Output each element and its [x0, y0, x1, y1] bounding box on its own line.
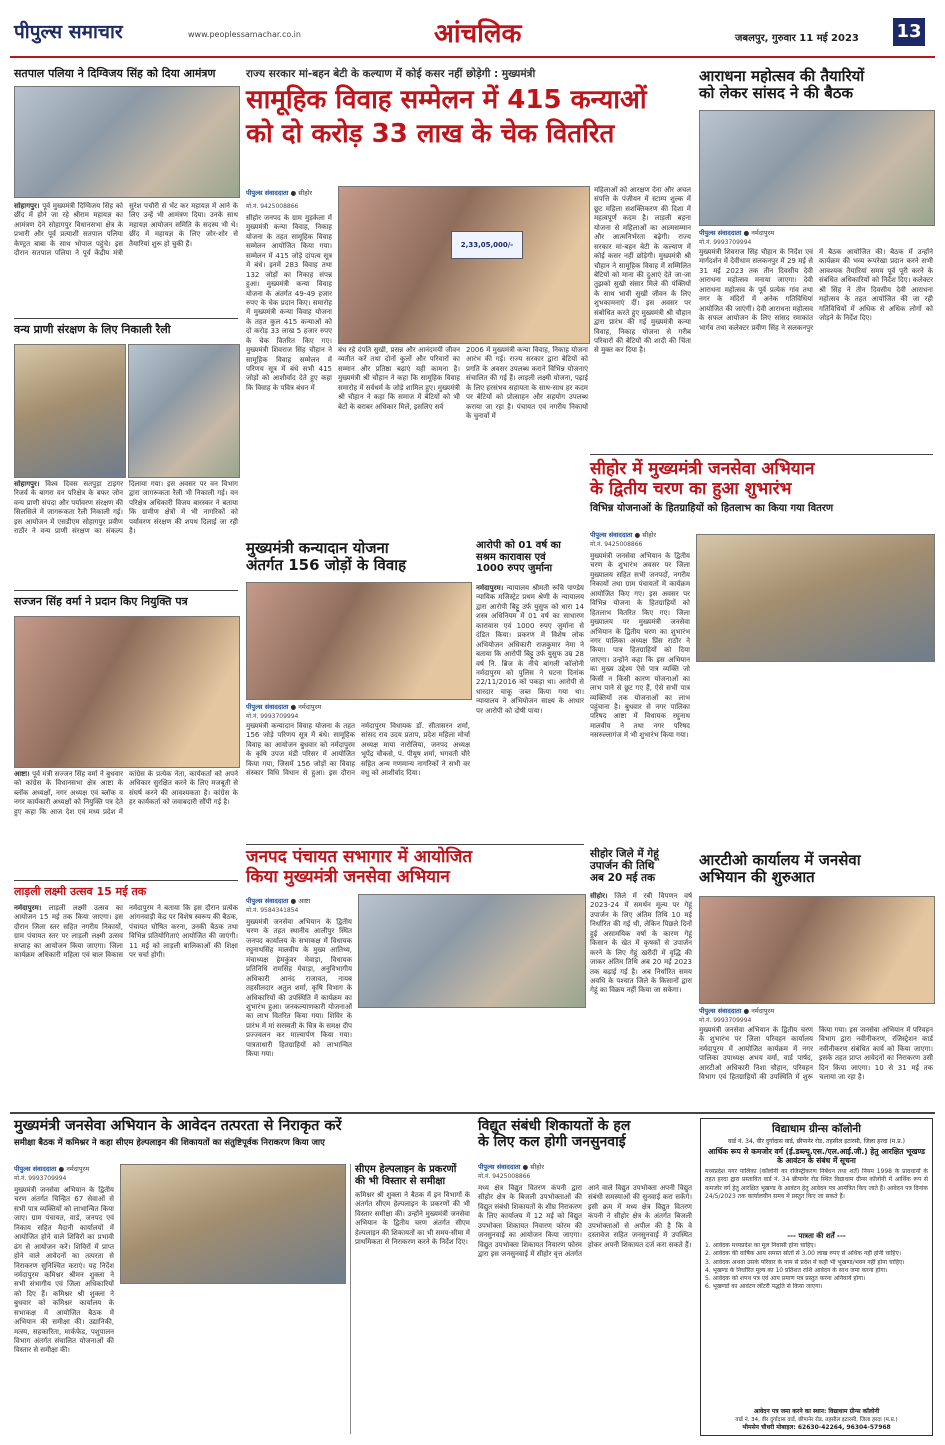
- story-cm-review: [14, 1118, 470, 1436]
- ad-condition-item: 3. आवेदक अथवा उसके परिवार के नाम से प्रदेश में कहीं भी भूखण्ड/भवन नहीं होना चाहिए।: [705, 1258, 905, 1266]
- story-body: लाड़ली लक्ष्मी उत्सव का आयोजन 15 मई तक किया जाएगा। इस दौरान जिला स्तर सहित नगरीय निकायों, ग्राम पंचायत स्तर पर लाड़ली लक्ष्मी उत्सव सप्ताह का आयोजन किया जाएगा। जिला कार्यक्रम अधिकारी महिला एवं बाल विकास नर्मदापुरम ने बताया कि इस दौरान प्रत्येक आंगनवाड़ी केंद्र पर विशेष स्वरूप की बैठक, पंचायत घोषित करना, उनकी बैठक तथा विभिन्न प्रतियोगिताएं आयोजित की जाएंगी। 11 मई को लाड़ली बालिकाओं की शिक्षा पर चर्चा होगी।: [14, 904, 238, 960]
- story-text: मध्य क्षेत्र विद्युत वितरण कंपनी द्वारा सीहोर क्षेत्र के बिजली उपभोक्ताओं की विद्युत संबंधी शिकायतों के शीघ्र निराकरण के लिए कार्यालय में 12 मई को विद्युत उपभोक्ता शिकायत निवारण फोरम की जनसुनवाई का आयोजन किया जाएगा। विद्युत उपभोक्ता शिकायत निवारण फोरम द्वारा इस जनसुनवाई में सीहोर वृत्त अंतर्गत आने वाले विद्युत उपभोक्ता अपनी विद्युत संबंधी समस्याओं की सुनवाई करा सकेंगे। इसी क्रम में मध्य क्षेत्र विद्युत वितरण कंपनी ने सीहोर क्षेत्र के अंतर्गत बिजली उपभोक्ताओं से अपील की है कि वे दस्तावेज सहित जनसुनवाई में उपस्थित होकर अपनी शिकायत दर्ज करा सकते हैं।: [478, 1184, 692, 1259]
- byline-name: पीपुल्स संवाददाता: [14, 1165, 57, 1173]
- story-photo: [699, 896, 935, 1004]
- story-text: [590, 892, 692, 1106]
- story-title: सीहोर में मुख्यमंत्री जनसेवा अभियान: [590, 459, 815, 479]
- story-title: सज्जन सिंह वर्मा ने प्रदान किए नियुक्ति पत्र: [14, 595, 188, 608]
- divider: [590, 454, 933, 455]
- byline-mobile: मो.नं. 9584341854: [246, 907, 299, 914]
- story-photo: [14, 344, 126, 478]
- byline-name: पीपुल्स संवाददाता: [699, 1007, 742, 1015]
- story-title: के लिए कल होगी जनसुनवाई: [478, 1134, 626, 1151]
- story-photo: [246, 582, 472, 700]
- story-photo: [14, 616, 240, 768]
- story-wheat: [590, 848, 692, 1108]
- story-title: 1000 रुपए जुर्माना: [476, 563, 553, 574]
- website: www.peoplessamachar.co.in: [188, 30, 301, 39]
- story-body: पूर्व मुख्यमंत्री दिग्विजय सिंह को छींद में होने जा रहे श्रीराम महायज्ञ का आमंत्रण देने सोहागपुर विधानसभा क्षेत्र के प्रभारी और पूर्व प्रत्याशी सतपाल पलिया केण्ट्रत बाबा के साथ भोपाल पहुंचे। इस दौरान सतपाल पलिया ने पूर्व केंद्रीय मंत्री सुरेश पचौरी से भेंट कर महायज्ञ में आने के लिए उन्हें भी आमंत्रण दिया। उनके साथ महायज्ञ आयोजन समिति के सदस्य भी थे। छींद में महायज्ञ के लिए जोर-शोर से तैयारियां शुरू हो चुकी हैं।: [14, 202, 238, 258]
- story-place: सीहोर।: [590, 892, 608, 900]
- story-text: [14, 904, 238, 1104]
- byline-place: नर्मदापुरम: [751, 1007, 775, 1015]
- story-place: नर्मदापुरम।: [14, 904, 42, 912]
- lead-col: सीहोर जनपद के ग्राम मुड़केला में मुख्यमंत्री कन्या विवाह, निकाह योजना के तहत सामूहिक विवाह सम्मेलन आयोजित किया गया। सम्मेलन में 415 जोड़े दांपत्य सूत्र में बंधे। इनमें 283 विवाह तथा 132 जोड़ों का निकाह संपन्न हुआ। मुख्यमंत्री कन्या विवाह योजना के अंतर्गत 49-49 हजार रुपए के चेक प्रदान किए। समारोह में मुख्यमंत्री कन्या विवाह योजना के तहत कुल 415 कन्याओं को दो करोड़ 33 लाख 5 हजार रुपए के चेक वितरित किए गए। मुख्यमंत्री शिवराज सिंह चौहान ने सामूहिक विवाह सम्मेलन में परिणय सूत्र में बंधे सभी 415 जोड़ों को आशीर्वाद देते हुए कहा कि विवाह के पवित्र बंधन में: [246, 214, 332, 392]
- story-aradhana: [699, 64, 933, 342]
- ad-conditions-title: --- पात्रता की शर्तें ---: [787, 1232, 846, 1241]
- story-title: अंतर्गत 156 जोड़ों के विवाह: [246, 556, 407, 575]
- story-body: विश्व दिवस सतपुड़ा टाइगर रिजर्व के बागरा वन परिक्षेत्र के बफर जोन वन्य प्राणी संपदा और पर्यावरण संरक्षण की सिलसिले में जागरूकता रैली निकाली गई। इस आयोजन में एसडीएम सोहागपुर प्रवीण राठौर ने वन्य प्राणी संरक्षण का संकल्प दिलाया गया। इस अवसर पर वन विभाग द्वारा जागरूकता रैली भी निकाली गई। वन परिक्षेत्र अधिकारी विजय बारस्कर ने बताया कि ग्रामीण क्षेत्रों में भी नागरिकों को पर्यावरण संरक्षण की शपथ दिलाई जा रही है।: [14, 480, 238, 536]
- lead-headline: सामूहिक विवाह सम्मेलन में 415 कन्याओं: [246, 85, 647, 116]
- story-rto: [699, 848, 933, 1108]
- story-title: किया मुख्यमंत्री जनसेवा अभियान: [246, 866, 450, 887]
- ad-condition-item: 4. भूखण्ड के निर्धारित मूल्य का 10 प्रतिशत राशि आवेदन के साथ जमा करना होगा।: [705, 1266, 888, 1274]
- story-title: मुख्यमंत्री कन्यादान योजना: [246, 539, 389, 557]
- masthead: [0, 0, 945, 64]
- byline: पीपुल्स संवाददाता ● नर्मदापुरम: [246, 703, 322, 711]
- ad-footer-line: भीमसेन चौधरी मोबाइल: 62630-42264, 96304-57968: [742, 1424, 891, 1431]
- story-deck: विभिन्न योजनाओं के हितग्राहियों को हितलाभ का किया गया वितरण: [590, 503, 834, 515]
- byline: पीपुल्स संवाददाता ● नर्मदापुरम: [699, 1007, 775, 1015]
- cheque-board: 2,33,05,000/-: [451, 231, 523, 259]
- divider: [14, 318, 238, 319]
- byline: पीपुल्स संवाददाता ● सीहोर: [590, 531, 657, 539]
- story-text: मुख्यमंत्री कन्यादान विवाह योजना के तहत 156 जोड़े परिणय सूत्र में बंधे। सामूहिक विवाह का आयोजन बुधवार को नर्मदापुरम के कृषि उपज मंडी परिसर में आयोजित किया गया, जिसमें 156 जोड़ों का विवाह संस्कार विधि विधान से हुआ। इस दौरान नर्मदापुरम विधायक डॉ. सीतासरन शर्मा, सांसद राव उदय प्रताप, प्रदेश महिला मोर्चा अध्यक्ष माया नारोलिया, जनपद अध्यक्ष भूपेंद्र चौकसे, पं. पीयूष शर्मा, भगवती चौरे सहित अन्य गणमान्य नागरिकों ने सभी वर वधु को आशीर्वाद दिया।: [246, 722, 470, 778]
- byline-place: सीहोर: [642, 531, 657, 539]
- story-wildlife-rally: [14, 320, 238, 588]
- story-sajjan-singh: [14, 592, 238, 878]
- story-title: मुख्यमंत्री जनसेवा अभियान के आवेदन तत्परता से निराकृत करें: [14, 1118, 342, 1134]
- byline-mobile: मो.नं. 9425008866: [590, 541, 643, 548]
- byline-mobile: मो.नं. 9425008866: [246, 203, 299, 210]
- ad-title: विद्याधाम ग्रीन्स कॉलोनी: [772, 1123, 861, 1135]
- lead-kicker: राज्य सरकार मां-बहन बेटी के कल्याण में कोई कसर नहीं छोड़ेगी : मुख्यमंत्री: [246, 68, 536, 80]
- byline-name: पीपुल्स संवाददाता: [246, 897, 289, 905]
- story-text: मुख्यमंत्री शिवराज सिंह चौहान के निर्देश एवं मार्गदर्शन में देवीधाम सलकनपुर में 29 मई से 31 मई 2023 तक तीन दिवसीय देवी आराधना महोत्सव मनाया जाएगा। देवी आराधना महोत्सव के पूर्व प्रत्येक गांव तथा नगर के मंदिरों में अनेक गतिविधियां आयोजित की जाएंगी। देवी आराधना महोत्सव के सफल आयोजन के लिए सांसद रमाकांत भार्गव तथा कलेक्टर प्रवीण सिंह ने सलकनपुर में बैठक आयोजित की। बैठक में उन्होंने कार्यक्रम की भव्य रूपरेखा प्रदान करने सभी आवश्यक तैयारियां समय पूर्व पूरी करने के संबंधित अधिकारियों को निर्देश दिए। कलेक्टर श्री सिंह ने तीन दिवसीय देवी आराधना महोत्सव के तहत आयोजित की जा रही गतिविधियों में अधिक से अधिक लोगों को जोड़ने के निर्देश दिए।: [699, 248, 933, 332]
- story-title: के द्वितीय चरण का हुआ शुभारंभ: [590, 478, 792, 499]
- story-text: मुख्यमंत्री जनसेवा अभियान के द्वितीय चरण अंतर्गत चिन्हित 67 सेवाओं से सभी पात्र व्यक्तियों को लाभान्वित किया जाए। ग्राम पंचायत, वार्ड, जनपद एवं निकाय सहित मैदानी कार्यालयों में आयोजित होने वाले शिविरों का प्रभावी ढंग से आयोजन करें। शिविरों में प्राप्त होने वाले आवेदनों का तत्परता से निराकरण सुनिश्चित कराएं। यह निर्देश नर्मदापुरम कमिश्नर श्रीमन शुक्ला ने सभी संभागीय एवं जिला अधिकारियों को दिए हैं। कमिश्नर श्री शुक्ला ने बुधवार को कमिश्नर कार्यालय के सभाकक्ष में आयोजित बैठक में अभियान की समीक्षा की। उद्यानिकी, मत्स्य, सहकारिता, मार्कफेड, पशुपालन विभाग अंतर्गत संचालित योजनाओं की विस्तार से समीक्षा की।: [14, 1186, 114, 1355]
- story-place: नर्मदापुरम।: [476, 584, 504, 592]
- byline-mobile: मो.नं. 9993709994: [699, 1017, 752, 1024]
- story-text: [14, 202, 238, 316]
- byline-place: आष्टा: [298, 897, 311, 905]
- byline: पीपुल्स संवाददाता ● नर्मदापुरम: [699, 229, 775, 237]
- section-title: आंचलिक: [434, 19, 522, 49]
- story-jansewa-sehore: [590, 456, 933, 844]
- story-body: न्यायालय श्रीमती रूचि पाण्डेय न्यायिक मजिस्ट्रेट प्रथम श्रेणी के न्यायालय द्वारा आरोपी बिट्टू उर्फ युसुफ को धारा 14 शस्त्र अधिनियम में 01 वर्ष का साधारण कारावास एवं 1000 रुपए जुर्माना से दंडित किया। प्रकरण में विशेष लोक अभियोजन अधिकारी राजकुमार नेमा ने बताया कि आरोपी बिट्टू उर्फ युसुफ उम्र 28 वर्ष नि. ब्रिज के नीचे बांगली कॉलोनी नर्मदापुरम को पुलिस ने घटना दिनांक 22/11/2016 को पकड़ा था। आरोपी से धारदार चाकू जब्त किया गया था। न्यायालय ने अभियोजन साक्ष्य के आधार पर आरोपी को दोषी पाया।: [476, 584, 584, 715]
- story-title: विद्युत संबंधी शिकायतों के हल: [478, 1118, 631, 1134]
- byline: पीपुल्स संवाददाता ● सीहोर: [246, 189, 313, 197]
- ad-footer: [705, 1407, 928, 1431]
- byline-place: सीहोर: [298, 189, 313, 197]
- story-place: आष्टा।: [14, 770, 30, 778]
- story-text: [476, 584, 584, 838]
- story-title: अभियान की शुरुआत: [699, 868, 815, 887]
- story-text: [14, 770, 238, 876]
- page-number: 13: [893, 18, 925, 46]
- masthead-rule: [10, 56, 935, 58]
- ad-conditions: [705, 1242, 928, 1291]
- byline-name: पीपुल्स संवाददाता: [246, 189, 289, 197]
- story-title: आराधना महोत्सव की तैयारियों: [699, 67, 865, 85]
- story-ladli-laxmi: [14, 882, 238, 1108]
- byline: पीपुल्स संवाददाता ● सीहोर: [478, 1163, 545, 1171]
- byline-name: पीपुल्स संवाददाता: [590, 531, 633, 539]
- divider: [14, 590, 238, 591]
- sidebox-text: कमिश्नर श्री शुक्ला ने बैठक में इन विभागों के अंतर्गत सीएम हेल्पलाइन के प्रकरणों की भी विस्तार समीक्षा की। उन्होंने मुख्यमंत्री जनसेवा अभियान के द्वितीय चरण अंतर्गत सीएम हेल्पलाइन की शिकायतों का भी समय-सीमा में प्राथमिकता से निराकरण करने के निर्देश दिए।: [355, 1191, 470, 1247]
- byline-place: नर्मदापुरम: [298, 703, 322, 711]
- byline-place: नर्मदापुरम: [751, 229, 775, 237]
- story-text: [14, 480, 238, 586]
- byline: पीपुल्स संवाददाता ● आष्टा: [246, 897, 311, 905]
- story-title: अब 20 मई तक: [590, 872, 656, 885]
- lead-photo: [338, 186, 590, 344]
- ad-subtitle: वार्ड नं. 34, वीर दुर्गादास वार्ड, छीपानेर रोड, तहसील इटारसी, जिला हरदा (म.प्र.): [728, 1138, 905, 1146]
- byline: पीपुल्स संवाददाता ● नर्मदापुरम: [14, 1165, 90, 1173]
- ad-condition-item: 1. आवेदक मध्यप्रदेश का मूल निवासी होना चाहिए।: [705, 1242, 816, 1250]
- story-photo: [14, 86, 240, 198]
- story-body: पूर्व मंत्री सज्जन सिंह वर्मा ने बुधवार को कांग्रेस के विधानसभा क्षेत्र आष्टा के ब्लॉक अध्यक्षों, नगर अध्यक्ष एवं ब्लॉक व नगर कार्यकारी अध्यक्षों को नियुक्ति पत्र देते हुए कहा कि आज देश एवं मध्य प्रदेश में कांग्रेस के प्रत्येक नेता, कार्यकर्ता को अपने अधिकार सुरक्षित करने के लिए मजबूती से संघर्ष करने की आवश्यकता है। कांग्रेस के हर कार्यकर्ता को जवाबदारी सौंपी गई है।: [14, 770, 238, 816]
- story-text: मुख्यमंत्री जनसेवा अभियान के द्वितीय चरण के तहत स्थानीय आलीपुर स्थित जनपद कार्यालय के सभाकक्ष में विधायक रघुनाथसिंह मालवीय के मुख्य आतिथ्य, मंचाध्यक्ष हेमकुंवर मेवाड़ा, विधायक प्रतिनिधि रामसिंह मेवाड़ा, अनुविभागीय अधिकारी आनंद राजावत, नायब तहसीलदार अतुल शर्मा, कृषि विभाग के अधिकारियों की उपस्थिति में कार्यक्रम का शुभारंभ हुआ। जनकल्याणकारी योजनाओं का लाभ वितरित किया गया। शिविर के प्रारंभ में मां सरस्वती के चित्र के समक्ष दीप प्रज्ज्वलन कर माल्यार्पण किया गया। पात्रताधारी हितग्राहियों को लाभान्वित किया गया।: [246, 918, 352, 1059]
- story-photo: [128, 344, 240, 478]
- divider: [246, 844, 584, 845]
- story-title: को लेकर सांसद ने की बैठक: [699, 84, 854, 103]
- byline-mobile: मो.नं. 9425008866: [478, 1173, 531, 1180]
- byline-mobile: मो.नं. 9993709994: [699, 239, 752, 246]
- ad-condition-item: 6. भूखण्डों का आवंटन लॉटरी पद्धति से किया जाएगा।: [705, 1282, 823, 1290]
- story-text: मुख्यमंत्री जनसेवा अभियान के द्वितीय चरण के शुभारंभ पर जिला परिवहन कार्यालय नर्मदापुरम में आयोजित कार्यक्रम में नगर पालिका उपाध्यक्ष अभय वर्मा, वार्ड पार्षद, आरटीओ अधिकारी निशा चौहान, परिवहन विभाग एवं हितग्राहियों की उपस्थिति में शुरू किया गया। इस जनसेवा अभियान में परिवहन विभाग द्वारा नवीनीकरण, रजिस्ट्रेशन कार्ड नवीनीकरण संबंधित कार्य को किया जाएगा। इसके तहत प्राप्त आवेदनों का निराकरण उसी दिन किया जाएगा। 10 से 31 मई तक चलाया जा रहा है।: [699, 1026, 933, 1082]
- story-title: जनपद पंचायत सभागार में आयोजित: [246, 847, 473, 867]
- lead-col: बंध रहे दंपति सुखी, प्रसन्न और आनंदमयी जीवन व्यतीत करें तथा दोनों कुलों और परिवारों का सम्मान और प्रतिष्ठा बढ़ाएं यही कामना है। मुख्यमंत्री श्री चौहान ने कहा कि सामूहिक विवाह समारोह में सर्वधर्म के जोड़े शामिल हुए। मुख्यमंत्री श्री चौहान ने कहा कि समाज में बेटियों को भी बेटों के बराबर अधिकार मिलें, इसलिए सर्व: [338, 346, 460, 411]
- story-title: आरटीओ कार्यालय में जनसेवा: [699, 851, 861, 869]
- byline-place: सीहोर: [530, 1163, 545, 1171]
- ad-notice: [700, 1118, 933, 1436]
- byline-mobile: मो.नं. 9993709994: [246, 713, 299, 720]
- story-title: सीहोर जिले में गेहूं: [590, 848, 659, 860]
- story-court: [476, 540, 584, 840]
- story-satpal: [14, 64, 238, 318]
- story-place: सोहागपुर।: [14, 480, 40, 488]
- story-title: सतपाल पलिया ने दिग्विजय सिंह को दिया आमंत्रण: [14, 67, 216, 80]
- byline-name: पीपुल्स संवाददाता: [699, 229, 742, 237]
- story-deck: समीक्षा बैठक में कमिश्नर ने कहा सीएम हेल्पलाइन की शिकायतों का संतुष्टिपूर्वक निराकरण किया जाए: [14, 1137, 325, 1148]
- byline-mobile: मो.नं. 9993709994: [14, 1175, 67, 1182]
- ad-condition-item: 2. आवेदक की वार्षिक आय समस्त स्रोतों से 3.00 लाख रुपए से अधिक नहीं होनी चाहिए।: [705, 1250, 902, 1258]
- ad-condition-item: 5. आवेदक को शपथ पत्र एवं आय प्रमाण पत्र प्रस्तुत करना अनिवार्य होगा।: [705, 1274, 866, 1282]
- story-janpad: [246, 848, 584, 1108]
- story-electricity: [478, 1118, 692, 1436]
- byline-place: नर्मदापुरम: [66, 1165, 90, 1173]
- story-photo: [120, 1164, 346, 1284]
- story-title: आरोपी को 01 वर्ष का: [476, 540, 561, 551]
- story-title: लाड़ली लक्ष्मी उत्सव 15 मई तक: [14, 885, 147, 898]
- story-photo: [699, 110, 935, 226]
- lead-col: महिलाओं को आरक्षण देना और अचल संपत्ति के पंजीयन में स्टाम्प शुल्क में छूट महिला सशक्तिकरण की दिशा में महत्वपूर्ण कदम है। लाड़ली बहना योजना से महिलाओं का आत्मसम्मान और आत्मनिर्भरता बढ़ेगी। राज्य सरकार मां-बहन बेटी के कल्याण में कोई कसर नहीं छोड़ेगी। मुख्यमंत्री श्री चौहान ने सामूहिक विवाह में सम्मिलित बेटियों को माना की दुआएं देते जा-जा तुझको सुखी संसार मिले की पंक्तियों के साथ भावी सुखी जीवन के लिए शुभकामनाएं दीं। इस अवसर पर संबोधित करते हुए मुख्यमंत्री श्री चौहान द्वारा प्रारंभ की गई मुख्यमंत्री कन्या विवाह, निकाह योजना से गरीब परिवारों की बेटियों की शादी की चिंता से मुक्त कर दिया है।: [594, 186, 691, 355]
- story-kanyadan: [246, 540, 470, 840]
- divider: [14, 880, 238, 881]
- story-place: सोहागपुर।: [14, 202, 40, 210]
- byline-name: पीपुल्स संवाददाता: [246, 703, 289, 711]
- divider: [10, 1112, 935, 1114]
- story-title: सश्रम कारावास एवं: [476, 551, 546, 563]
- story-photo: [358, 894, 586, 1008]
- story-body: जिले में रबी विपणन वर्ष 2023-24 में समर्थन मूल्य पर गेहूं उपार्जन के लिए अंतिम तिथि 10 मई निर्धारित की गई थी, लेकिन पिछले दिनों हुई असामयिक वर्षा के कारण गेहूं किसान के खेत में कृषकों से उपार्जन करने के लिए गेहूं खरीदी में वृद्धि की जाकर अंतिम तिथि अब 20 मई 2023 तक बढ़ाई गई है। अब निर्धारित समय अवधि के पश्चात जिले के किसानों द्वारा गेहूं का विक्रय नहीं किया जा सकेगा।: [590, 892, 692, 995]
- ad-text: मध्यप्रदेश नगर पालिका (कॉलोनी का रजिस्ट्रीकरण निर्बंधन तथा शर्तें) नियम 1998 के प्रावधानों के तहत हरदा द्वारा प्रस्तावित वार्ड नं. 34 छीपानेर रोड स्थित विद्याधाम ग्रीन्स कॉलोनी में आर्थिक रूप से कमजोर वर्ग हेतु आरक्षित भूखण्ड के आवंटन हेतु आवेदन पत्र आमंत्रित किए जाते हैं। आवेदन पत्र दिनांक 24/5/2023 तक कार्यालयीन समय में प्रस्तुत किए जा सकते हैं।: [705, 1168, 928, 1200]
- story-title: उपार्जन की तिथि: [590, 860, 655, 873]
- ad-footer-line: वार्ड नं. 34, वीर दुर्गादास वार्ड, छीपानेर रोड, तहसील इटारसी, जिला हरदा (म.प्र.): [735, 1417, 898, 1423]
- sidebox-title: सीएम हेल्पलाइन के प्रकरणों की भी विस्तार से समीक्षा: [355, 1164, 457, 1187]
- ad-footer-line: आवेदन पत्र जमा करने का स्थान: विद्याधाम ग्रीन्स कॉलोनी: [753, 1408, 880, 1415]
- lead-headline: को दो करोड़ 33 लाख के चेक वितरित: [246, 118, 615, 149]
- story-title: वन्य प्राणी संरक्षण के लिए निकाली रैली: [14, 323, 171, 336]
- byline-name: पीपुल्स संवाददाता: [478, 1163, 521, 1171]
- story-text: मुख्यमंत्री जनसेवा अभियान के द्वितीय चरण के शुभारंभ अवसर पर जिला मुख्यालय सहित सभी जनपदों, नगरीय निकायों तथा ग्राम पंचायतों में कार्यक्रम आयोजित किए गए। इस अवसर पर विभिन्न योजना के हितग्राहियों को हितलाभ वितरित किए गए। जिला मुख्यालय पर मुख्यमंत्री जनसेवा अभियान के द्वितीय चरण का शुभारंभ नगर पालिका अध्यक्ष प्रिंस राठौर ने किया। पात्र हितग्राहियों को दिया जाएगा। उन्होंने कहा कि इस अभियान का मुख्य उद्देश्य ऐसे पात्र व्यक्ति जो किसी न किसी कारण योजनाओं का लाभ पाने से छूट गए हैं, ऐसे सभी पात्र व्यक्तियों तक योजनाओं का लाभ पहुंचाना है। बुधवार से नगर पालिका परिषद आष्टा में विधायक रघुनाथ मालवीय ने तथा नगर परिषद नसरुल्लागंज में भी शुभारंभ किया गया।: [590, 552, 690, 740]
- ad-heading: आर्थिक रूप से कमजोर वर्ग (ई.डब्ल्यू.एस./एल.आई.जी.) हेतु आरक्षित भूखण्ड के आवंटन के संबंध में सूचना: [707, 1147, 926, 1165]
- lead-col: 2006 में मुख्यमंत्री कन्या विवाह, निकाह योजना आरंभ की गई। राज्य सरकार द्वारा बेटियों को प्रगति के अवसर उपलब्ध कराने विभिन्न योजनाएं संचालित की गई हैं। लाड़ली लक्ष्मी योजना, पढ़ाई के लिए हरसंभव सहायता के साथ-साथ हर कदम पर बेटियों को प्रोत्साहन और सहयोग उपलब्ध कराया जा रहा है। पंचायत एवं नगरीय निकायों के चुनावों में: [466, 346, 588, 421]
- story-photo: [696, 534, 935, 662]
- newspaper-logo: पीपुल्स समाचार: [14, 21, 123, 43]
- dateline: जबलपुर, गुरुवार 11 मई 2023: [735, 33, 859, 44]
- sidebox: [350, 1164, 470, 1434]
